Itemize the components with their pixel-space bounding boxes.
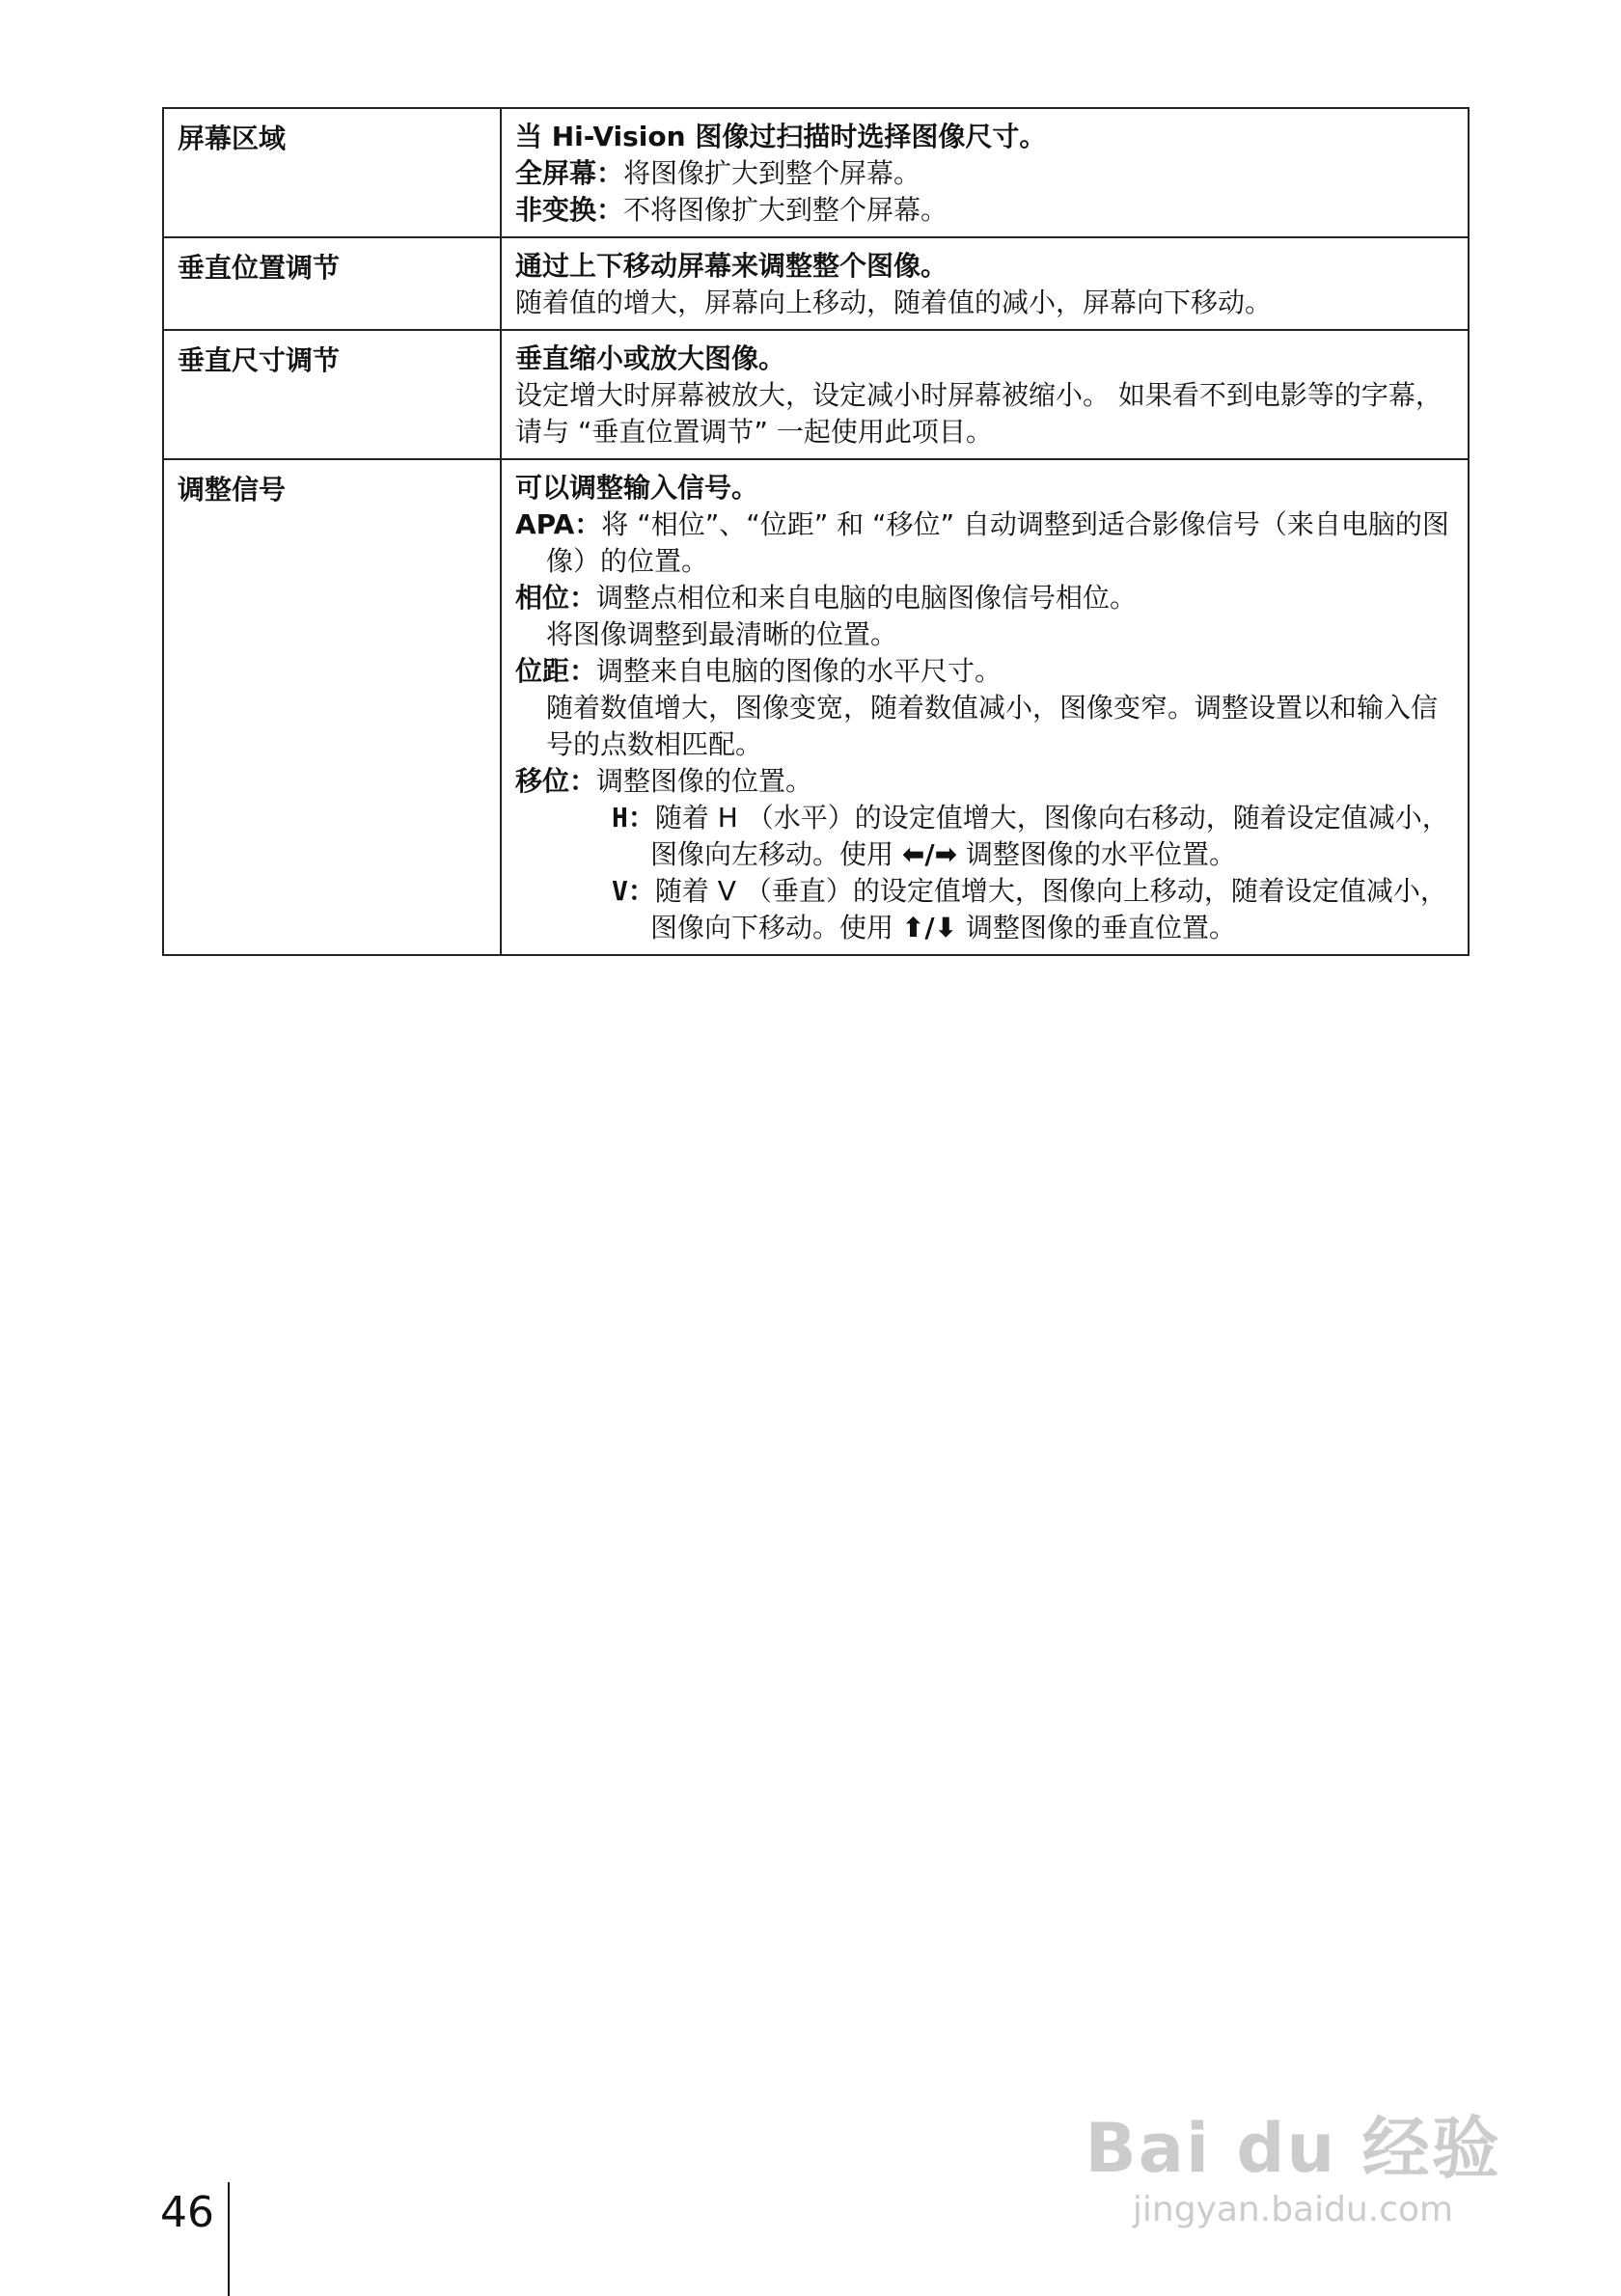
- row-label: 垂直尺寸调节: [163, 330, 501, 459]
- settings-table: [162, 107, 1470, 956]
- shift-text: 随着 V （垂直）的设定值增大，图像向上移动，随着设定值减小，图像向下移动。使用: [650, 875, 1447, 943]
- term-label: 相位：: [515, 582, 597, 614]
- page-number: 46: [160, 2188, 214, 2237]
- up-down-arrow-icon: ⬆/⬇: [901, 912, 958, 943]
- shift-horizontal-line: [515, 800, 1456, 873]
- term-text: 调整图像的位置。: [596, 765, 813, 797]
- key-label: V：: [612, 875, 655, 907]
- watermark-url: jingyan.baidu.com: [1132, 2190, 1454, 2229]
- row-label: 调整信号: [163, 459, 501, 955]
- description-line: 随着值的增大，屏幕向上移动，随着值的减小，屏幕向下移动。: [515, 287, 1273, 318]
- table-row: [163, 108, 1469, 237]
- shift-text: 随着 H （水平）的设定值增大，图像向右移动，随着设定值减小，图像向左移动。使用: [650, 802, 1449, 870]
- row-description: [501, 108, 1469, 237]
- description-line: [515, 192, 1456, 229]
- page-divider: [228, 2182, 230, 2296]
- description-line: [515, 653, 1456, 690]
- term-label: APA：: [515, 508, 602, 540]
- table-row: [163, 237, 1469, 330]
- shift-vertical-line: [515, 873, 1456, 946]
- watermark-logo: [1071, 2108, 1515, 2243]
- description-line: [515, 763, 1456, 800]
- shift-text: 调整图像的水平位置。: [957, 838, 1236, 870]
- term-label: 全屏幕：: [515, 157, 624, 189]
- row-label: 屏幕区域: [163, 108, 501, 237]
- left-right-arrow-icon: ⬅/➡: [901, 838, 958, 870]
- description-line: 随着数值增大，图像变宽，随着数值减小，图像变窄。调整设置以和输入信号的点数相匹配。: [546, 692, 1439, 760]
- description-line: [515, 155, 1456, 192]
- row-description: [501, 237, 1469, 330]
- term-text: 将 “相位”、“位距” 和 “移位” 自动调整到适合影像信号（来自电脑的图像）的位置。: [546, 508, 1449, 577]
- description-lead: 垂直缩小或放大图像。: [515, 342, 786, 374]
- term-text: 不将图像扩大到整个屏幕。: [623, 194, 948, 226]
- term-label: 移位：: [515, 765, 597, 797]
- table-row: [163, 330, 1469, 459]
- description-lead: 当 Hi-Vision 图像过扫描时选择图像尺寸。: [515, 121, 1047, 152]
- term-text: 将图像扩大到整个屏幕。: [623, 157, 921, 189]
- description-line: [515, 580, 1456, 616]
- term-text: 调整点相位和来自电脑的电脑图像信号相位。: [596, 582, 1138, 614]
- shift-text: 调整图像的垂直位置。: [957, 912, 1236, 943]
- description-line: 设定增大时屏幕被放大，设定减小时屏幕被缩小。 如果看不到电影等的字幕，请与 “垂直位置调节” 一起使用此项目。: [515, 379, 1442, 448]
- watermark-brand: Bai du 经验: [1085, 2109, 1501, 2188]
- description-line: [515, 506, 1456, 580]
- description-lead: 可以调整输入信号。: [515, 472, 759, 504]
- table-row: [163, 459, 1469, 955]
- description-lead: 通过上下移动屏幕来调整整个图像。: [515, 250, 948, 282]
- term-label: 非变换：: [515, 194, 624, 226]
- row-label: 垂直位置调节: [163, 237, 501, 330]
- term-text: 调整来自电脑的图像的水平尺寸。: [596, 655, 1003, 687]
- row-description: [501, 459, 1469, 955]
- key-label: H：: [612, 802, 655, 834]
- row-description: [501, 330, 1469, 459]
- term-label: 位距：: [515, 655, 597, 687]
- description-line: 将图像调整到最清晰的位置。: [546, 618, 898, 650]
